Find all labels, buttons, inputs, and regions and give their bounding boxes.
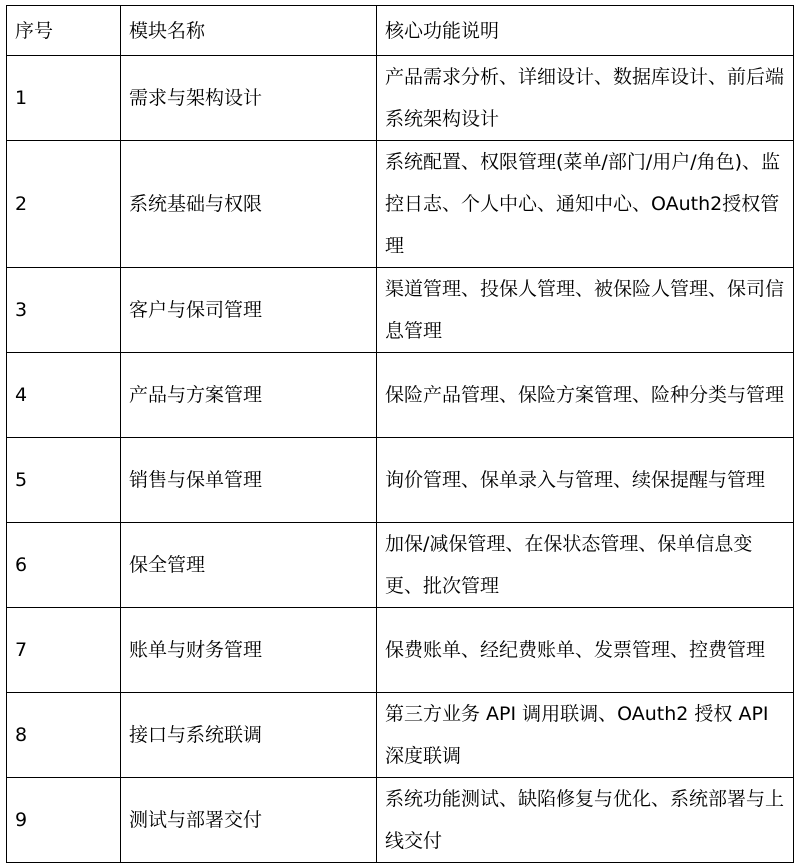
row-description: 渠道管理、投保人管理、被保险人管理、保司信息管理	[377, 268, 794, 353]
row-index: 1	[7, 56, 121, 141]
row-module-name: 接口与系统联调	[121, 693, 377, 778]
row-description: 保险产品管理、保险方案管理、险种分类与管理	[377, 353, 794, 438]
row-index: 7	[7, 608, 121, 693]
row-description: 系统配置、权限管理(菜单/部门/用户/角色)、监控日志、个人中心、通知中心、OAuth2授权管理	[377, 141, 794, 268]
row-description: 保费账单、经纪费账单、发票管理、控费管理	[377, 608, 794, 693]
row-index: 3	[7, 268, 121, 353]
row-index: 4	[7, 353, 121, 438]
row-index: 2	[7, 141, 121, 268]
row-description: 加保/减保管理、在保状态管理、保单信息变更、批次管理	[377, 523, 794, 608]
table-row	[7, 778, 794, 863]
table-row	[7, 353, 794, 438]
row-module-name: 保全管理	[121, 523, 377, 608]
module-table	[6, 5, 794, 863]
row-module-name: 产品与方案管理	[121, 353, 377, 438]
row-description: 产品需求分析、详细设计、数据库设计、前后端系统架构设计	[377, 56, 794, 141]
header-description: 核心功能说明	[377, 6, 794, 56]
table-row	[7, 141, 794, 268]
table-header	[7, 6, 794, 56]
table-row	[7, 608, 794, 693]
row-description: 询价管理、保单录入与管理、续保提醒与管理	[377, 438, 794, 523]
table-body	[7, 56, 794, 863]
table-row	[7, 693, 794, 778]
table-row	[7, 268, 794, 353]
header-index: 序号	[7, 6, 121, 56]
row-module-name: 测试与部署交付	[121, 778, 377, 863]
row-module-name: 系统基础与权限	[121, 141, 377, 268]
row-module-name: 客户与保司管理	[121, 268, 377, 353]
header-module-name: 模块名称	[121, 6, 377, 56]
row-module-name: 需求与架构设计	[121, 56, 377, 141]
row-index: 6	[7, 523, 121, 608]
row-module-name: 账单与财务管理	[121, 608, 377, 693]
row-index: 5	[7, 438, 121, 523]
table-row	[7, 438, 794, 523]
row-module-name: 销售与保单管理	[121, 438, 377, 523]
table-row	[7, 523, 794, 608]
header-row	[7, 6, 794, 56]
table-row	[7, 56, 794, 141]
row-description: 第三方业务 API 调用联调、OAuth2 授权 API 深度联调	[377, 693, 794, 778]
row-description: 系统功能测试、缺陷修复与优化、系统部署与上线交付	[377, 778, 794, 863]
row-index: 9	[7, 778, 121, 863]
row-index: 8	[7, 693, 121, 778]
